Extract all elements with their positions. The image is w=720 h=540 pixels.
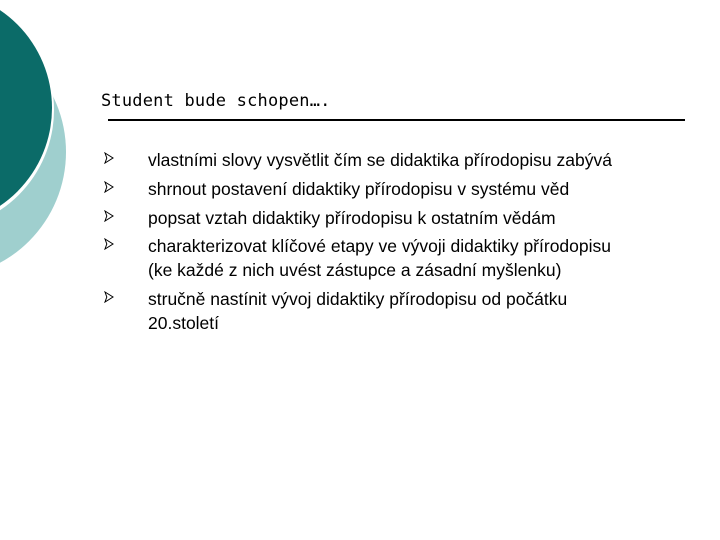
bullet-text: vlastními slovy vysvětlit čím se didaktika přírodopisu zabývá (148, 150, 612, 170)
bullet-text: shrnout postavení didaktiky přírodopisu v systému věd (148, 179, 570, 199)
arrowhead-bullet-icon (103, 181, 115, 193)
slide-title: Student bude schopen…. (101, 91, 331, 111)
arrowhead-bullet-icon (103, 152, 115, 164)
title-underline (108, 119, 685, 121)
decorative-circles (0, 0, 120, 300)
bullet-text: stručně nastínit vývoj didaktiky přírodopisu od počátku 20.století (148, 289, 568, 333)
bullet-text: charakterizovat klíčové etapy ve vývoji didaktiky přírodopisu (ke každé z nich uvést zástupce a zásadní myšlenku) (148, 236, 611, 280)
bullet-text: popsat vztah didaktiky přírodopisu k ostatním vědám (148, 208, 556, 228)
arrowhead-bullet-icon (103, 210, 115, 222)
arrowhead-bullet-icon (103, 291, 115, 303)
arrowhead-bullet-icon (103, 238, 115, 250)
